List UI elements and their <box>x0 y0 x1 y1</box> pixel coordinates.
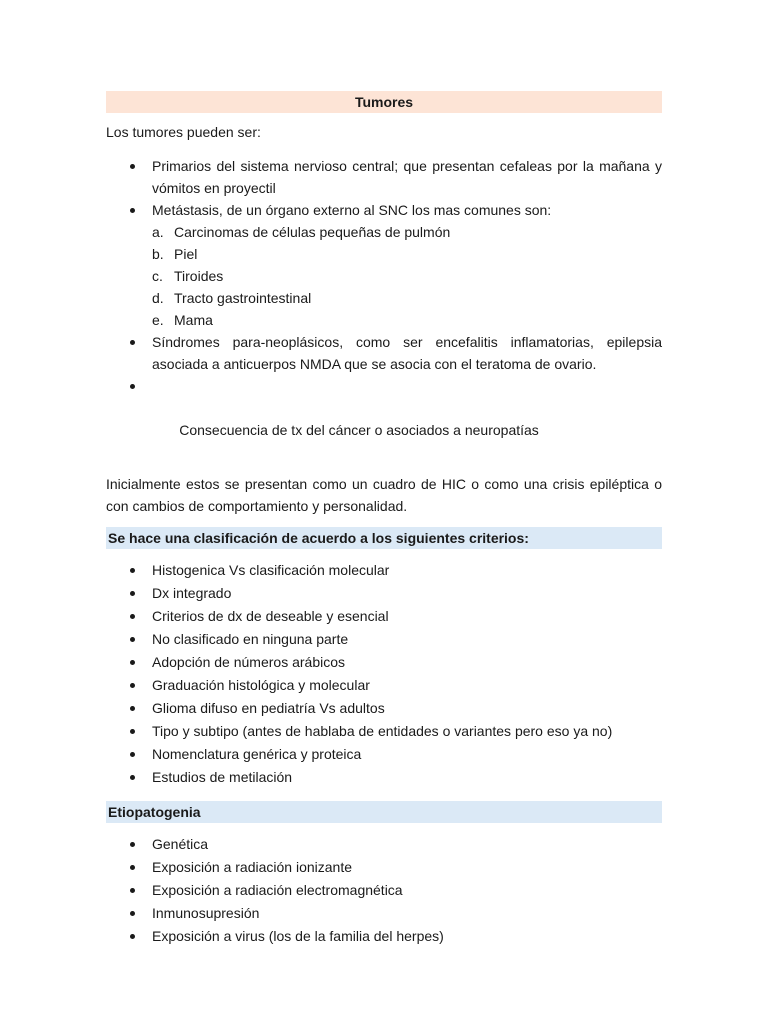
list-item <box>106 766 662 789</box>
bullet-icon <box>130 934 135 939</box>
list-item-text: Metástasis, de un órgano externo al SNC los mas comunes son: <box>152 202 552 218</box>
list-marker: e. <box>152 312 164 328</box>
list-item <box>106 697 662 720</box>
list-item-text: Tiroides <box>174 268 224 284</box>
list-item-text: Exposición a radiación ionizante <box>152 859 353 875</box>
etiopathogenesis-heading: Etiopatogenia <box>106 801 662 823</box>
bullet-icon <box>130 911 135 916</box>
bullet-icon <box>130 706 135 711</box>
bullet-icon <box>130 775 135 780</box>
bullet-icon <box>130 591 135 596</box>
tumor-types-list <box>106 155 662 463</box>
bullet-icon <box>130 660 135 665</box>
document-title: Tumores <box>106 91 662 113</box>
list-item <box>106 221 662 243</box>
list-item <box>106 833 662 856</box>
bullet-icon <box>130 888 135 893</box>
list-item-text: Piel <box>174 246 198 262</box>
list-item-text: Graduación histológica y molecular <box>152 677 370 693</box>
bullet-icon <box>130 683 135 688</box>
list-item <box>106 856 662 879</box>
metastasis-origins-list <box>152 221 662 331</box>
list-item-text: Adopción de números arábicos <box>152 654 346 670</box>
list-item <box>106 155 662 199</box>
list-marker: a. <box>152 224 164 240</box>
bullet-icon <box>130 164 135 169</box>
list-item <box>106 925 662 948</box>
bullet-icon <box>130 614 135 619</box>
bullet-icon <box>130 752 135 757</box>
list-item-text: Dx integrado <box>152 585 232 601</box>
list-item-text: Mama <box>174 312 213 328</box>
list-item <box>106 199 662 331</box>
list-item <box>106 309 662 331</box>
list-item-text: Consecuencia de tx del cáncer o asociados a neuropatías <box>175 422 539 438</box>
list-item-text: Histogenica Vs clasificación molecular <box>152 562 390 578</box>
classification-heading: Se hace una clasificación de acuerdo a los siguientes criterios: <box>106 527 662 549</box>
list-item <box>106 559 662 582</box>
etiopathogenesis-list <box>106 833 662 948</box>
intro-paragraph: Los tumores pueden ser: <box>106 124 261 140</box>
list-item <box>106 375 662 463</box>
list-item <box>106 331 662 375</box>
list-marker: c. <box>152 268 163 284</box>
list-item-text: Exposición a virus (los de la familia del herpes) <box>152 928 444 944</box>
list-item-text: Estudios de metilación <box>152 769 293 785</box>
presentation-paragraph: Inicialmente estos se presentan como un cuadro de HIC o como una crisis epiléptica o con cambios de comportamiento y personalidad. <box>106 476 662 514</box>
list-item <box>106 902 662 925</box>
list-item <box>106 628 662 651</box>
list-item <box>106 265 662 287</box>
document-page <box>106 91 662 948</box>
list-item-text: Exposición a radiación electromagnética <box>152 882 403 898</box>
list-marker: d. <box>152 290 164 306</box>
list-item <box>106 674 662 697</box>
bullet-icon <box>130 842 135 847</box>
list-item-text: Carcinomas de células pequeñas de pulmón <box>174 224 451 240</box>
list-item <box>106 243 662 265</box>
list-item-text: Criterios de dx de deseable y esencial <box>152 608 389 624</box>
list-item-text: No clasificado en ninguna parte <box>152 631 349 647</box>
bullet-icon <box>130 637 135 642</box>
list-item <box>106 582 662 605</box>
list-item-text: Síndromes para-neoplásicos, como ser encefalitis inflamatorias, epilepsia asociada a anticuerpos NMDA que se asocia con el teratoma de ovario. <box>152 334 662 372</box>
list-item <box>106 720 662 743</box>
bullet-icon <box>130 568 135 573</box>
bullet-icon <box>130 340 135 345</box>
list-item-text: Glioma difuso en pediatría Vs adultos <box>152 700 385 716</box>
list-item-text: Nomenclatura genérica y proteica <box>152 746 362 762</box>
list-item-text: Genética <box>152 836 209 852</box>
list-item <box>106 651 662 674</box>
list-item <box>106 287 662 309</box>
list-marker: b. <box>152 246 164 262</box>
list-item <box>106 879 662 902</box>
bullet-icon <box>130 729 135 734</box>
bullet-icon <box>130 865 135 870</box>
list-item-text: Primarios del sistema nervioso central; que presentan cefaleas por la mañana y vómitos en proyectil <box>152 158 662 196</box>
bullet-icon <box>130 208 135 213</box>
list-item <box>106 605 662 628</box>
classification-list <box>106 559 662 789</box>
list-item <box>106 743 662 766</box>
list-item-text: Tracto gastrointestinal <box>174 290 312 306</box>
list-item-text: Tipo y subtipo (antes de hablaba de entidades o variantes pero eso ya no) <box>152 723 613 739</box>
list-item-text: Inmunosupresión <box>152 905 260 921</box>
bullet-icon <box>130 384 135 389</box>
